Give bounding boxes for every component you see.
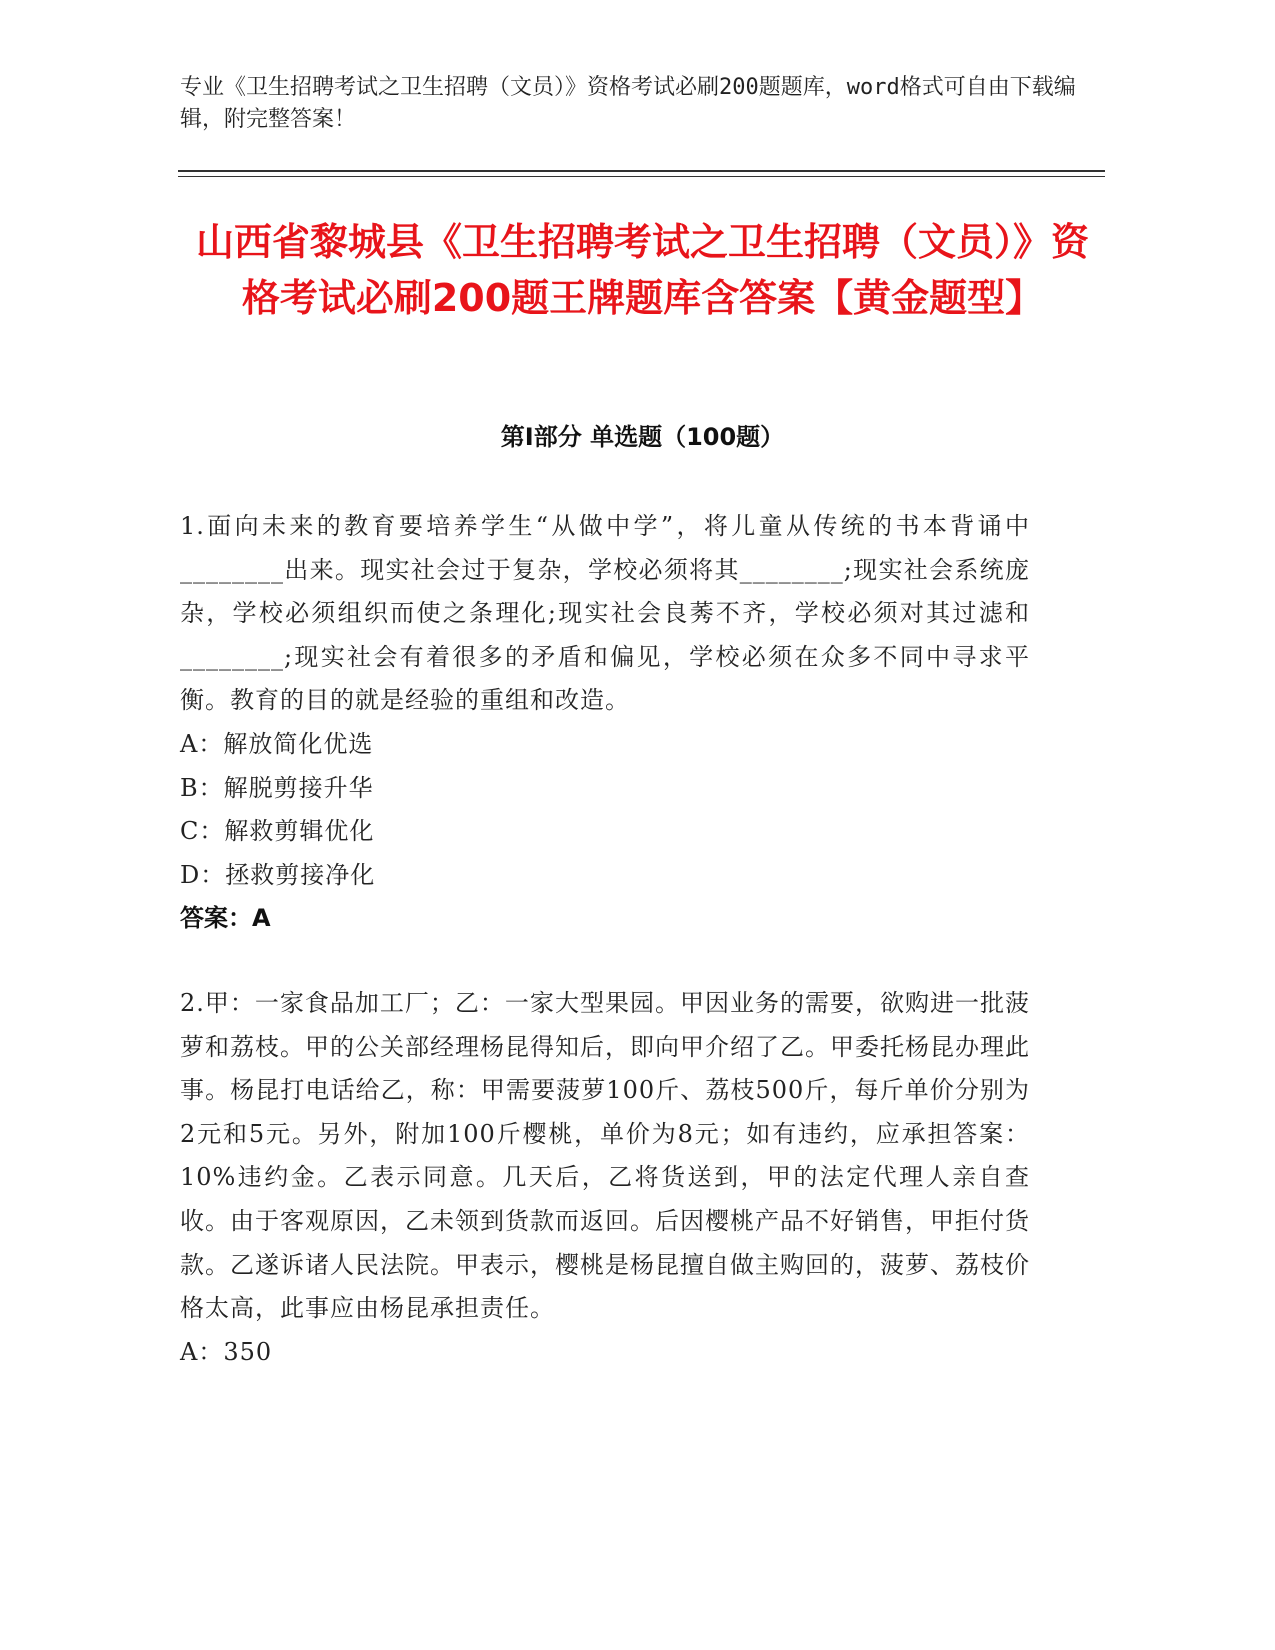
question-stem: 1.面向未来的教育要培养学生“从做中学”，将儿童从传统的书本背诵中________出来。现实社会过于复杂，学校必须将其________;现实社会系统庞杂，学校必须组织而使之条理化;现实社会良莠不齐，学校必须对其过滤和________;现实社会有着很多的矛盾和偏见，学校必须在众多不同中寻求平衡。教育的目的就是经验的重组和改造。 [180, 512, 1030, 715]
question-1 [180, 505, 1030, 941]
answer-label: 答案：A [180, 904, 271, 933]
option-a: A：解放简化优选 [180, 729, 374, 758]
option-d: D：拯救剪接净化 [180, 860, 376, 889]
header-rule-thick [178, 170, 1105, 172]
question-stem: 2.甲：一家食品加工厂；乙：一家大型果园。甲因业务的需要，欲购进一批菠萝和荔枝。甲的公关部经理杨昆得知后，即向甲介绍了乙。甲委托杨昆办理此事。杨昆打电话给乙，称：甲需要菠萝100斤、荔枝500斤，每斤单价分别为2元和5元。另外，附加100斤樱桃，单价为8元；如有违约，应承担答案：10%违约金。乙表示同意。几天后，乙将货送到，甲的法定代理人亲自查收。由于客观原因，乙未领到货款而返回。后因樱桃产品不好销售，甲拒付货款。乙遂诉诸人民法院。甲表示，樱桃是杨昆擅自做主购回的，菠萝、荔枝价格太高，此事应由杨昆承担责任。 [180, 989, 1030, 1323]
page-header: 专业《卫生招聘考试之卫生招聘（文员）》资格考试必刷200题题库，word格式可自由下载编辑，附完整答案！ [180, 75, 1076, 132]
header-rule-thin [178, 176, 1105, 177]
section-title: 第Ⅰ部分 单选题（100题） [500, 423, 785, 451]
option-a: A：350 [180, 1337, 273, 1366]
option-c: C：解救剪辑优化 [180, 817, 375, 846]
option-b: B：解脱剪接升华 [180, 773, 374, 802]
document-title: 山西省黎城县《卫生招聘考试之卫生招聘（文员）》资格考试必刷200题王牌题库含答案【黄金题型】 [195, 220, 1089, 320]
question-2 [180, 982, 1030, 1374]
